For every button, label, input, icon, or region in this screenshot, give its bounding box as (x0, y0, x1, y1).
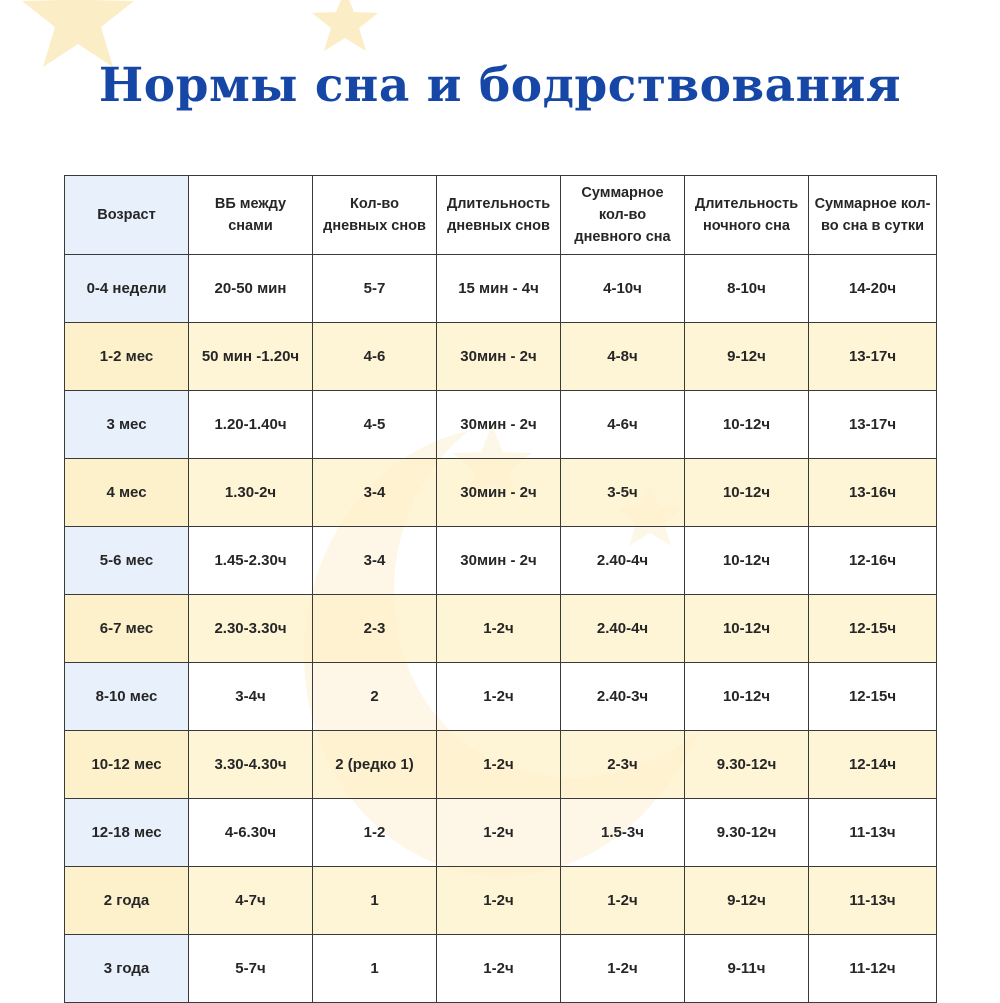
header-total-daily-sleep: Суммарное кол-во сна в сутки (809, 176, 937, 255)
cell-total-day-sleep: 2.40-3ч (561, 663, 685, 731)
cell-wake-window: 4-6.30ч (189, 799, 313, 867)
cell-total-day-sleep: 1-2ч (561, 867, 685, 935)
cell-nap-duration: 30мин - 2ч (437, 459, 561, 527)
cell-nap-count: 1-2 (313, 799, 437, 867)
cell-total-day-sleep: 1.5-3ч (561, 799, 685, 867)
cell-night-sleep: 9-12ч (685, 867, 809, 935)
table-row (65, 255, 937, 323)
header-wake-window: ВБ между снами (189, 176, 313, 255)
table-row (65, 867, 937, 935)
cell-nap-count: 2-3 (313, 595, 437, 663)
cell-night-sleep: 8-10ч (685, 255, 809, 323)
cell-age: 1-2 мес (65, 323, 189, 391)
cell-nap-count: 4-5 (313, 391, 437, 459)
cell-wake-window: 5-7ч (189, 935, 313, 1003)
table-body (65, 255, 937, 1003)
cell-total-day-sleep: 4-10ч (561, 255, 685, 323)
cell-night-sleep: 9-12ч (685, 323, 809, 391)
header-total-day-sleep: Суммарное кол-во дневного сна (561, 176, 685, 255)
cell-nap-duration: 1-2ч (437, 935, 561, 1003)
table-row (65, 459, 937, 527)
cell-total-day-sleep: 4-8ч (561, 323, 685, 391)
cell-age: 0-4 недели (65, 255, 189, 323)
cell-nap-duration: 1-2ч (437, 595, 561, 663)
cell-nap-count: 2 (редко 1) (313, 731, 437, 799)
cell-wake-window: 3.30-4.30ч (189, 731, 313, 799)
cell-nap-duration: 1-2ч (437, 867, 561, 935)
table-row (65, 935, 937, 1003)
table-row (65, 799, 937, 867)
cell-age: 2 года (65, 867, 189, 935)
header-night-sleep: Длительность ночного сна (685, 176, 809, 255)
cell-wake-window: 4-7ч (189, 867, 313, 935)
cell-night-sleep: 10-12ч (685, 663, 809, 731)
sleep-norms-table (64, 175, 937, 1003)
table-row (65, 595, 937, 663)
cell-nap-count: 3-4 (313, 527, 437, 595)
cell-age: 12-18 мес (65, 799, 189, 867)
cell-nap-duration: 1-2ч (437, 731, 561, 799)
cell-nap-count: 3-4 (313, 459, 437, 527)
cell-nap-duration: 30мин - 2ч (437, 527, 561, 595)
cell-age: 5-6 мес (65, 527, 189, 595)
cell-age: 6-7 мес (65, 595, 189, 663)
table-row (65, 527, 937, 595)
cell-total-day-sleep: 2.40-4ч (561, 527, 685, 595)
cell-night-sleep: 10-12ч (685, 391, 809, 459)
header-nap-count: Кол-во дневных снов (313, 176, 437, 255)
cell-wake-window: 20-50 мин (189, 255, 313, 323)
cell-total-daily-sleep: 13-17ч (809, 323, 937, 391)
cell-nap-count: 4-6 (313, 323, 437, 391)
cell-total-day-sleep: 2.40-4ч (561, 595, 685, 663)
cell-nap-duration: 15 мин - 4ч (437, 255, 561, 323)
cell-night-sleep: 9.30-12ч (685, 731, 809, 799)
cell-nap-count: 1 (313, 867, 437, 935)
cell-wake-window: 50 мин -1.20ч (189, 323, 313, 391)
cell-total-daily-sleep: 13-16ч (809, 459, 937, 527)
cell-wake-window: 1.20-1.40ч (189, 391, 313, 459)
cell-night-sleep: 9-11ч (685, 935, 809, 1003)
table-row (65, 323, 937, 391)
table-row (65, 731, 937, 799)
cell-age: 3 года (65, 935, 189, 1003)
cell-total-daily-sleep: 13-17ч (809, 391, 937, 459)
table-header-row (65, 176, 937, 255)
cell-total-daily-sleep: 12-15ч (809, 595, 937, 663)
cell-total-daily-sleep: 14-20ч (809, 255, 937, 323)
cell-nap-duration: 30мин - 2ч (437, 391, 561, 459)
cell-total-daily-sleep: 11-12ч (809, 935, 937, 1003)
cell-total-daily-sleep: 11-13ч (809, 867, 937, 935)
page-title: Нормы сна и бодрствования (98, 58, 902, 113)
cell-night-sleep: 10-12ч (685, 527, 809, 595)
cell-wake-window: 1.30-2ч (189, 459, 313, 527)
cell-age: 8-10 мес (65, 663, 189, 731)
cell-night-sleep: 10-12ч (685, 595, 809, 663)
header-nap-duration: Длительность дневных снов (437, 176, 561, 255)
cell-nap-duration: 1-2ч (437, 799, 561, 867)
table-row (65, 663, 937, 731)
table-row (65, 391, 937, 459)
cell-age: 10-12 мес (65, 731, 189, 799)
cell-total-day-sleep: 3-5ч (561, 459, 685, 527)
cell-total-day-sleep: 4-6ч (561, 391, 685, 459)
cell-total-daily-sleep: 12-15ч (809, 663, 937, 731)
cell-nap-duration: 30мин - 2ч (437, 323, 561, 391)
cell-wake-window: 2.30-3.30ч (189, 595, 313, 663)
cell-age: 3 мес (65, 391, 189, 459)
cell-wake-window: 3-4ч (189, 663, 313, 731)
star-icon (22, 0, 134, 67)
cell-wake-window: 1.45-2.30ч (189, 527, 313, 595)
cell-total-daily-sleep: 12-16ч (809, 527, 937, 595)
cell-night-sleep: 9.30-12ч (685, 799, 809, 867)
cell-age: 4 мес (65, 459, 189, 527)
cell-total-daily-sleep: 11-13ч (809, 799, 937, 867)
cell-total-day-sleep: 1-2ч (561, 935, 685, 1003)
cell-nap-count: 2 (313, 663, 437, 731)
cell-night-sleep: 10-12ч (685, 459, 809, 527)
cell-nap-count: 1 (313, 935, 437, 1003)
cell-nap-count: 5-7 (313, 255, 437, 323)
cell-nap-duration: 1-2ч (437, 663, 561, 731)
cell-total-daily-sleep: 12-14ч (809, 731, 937, 799)
header-age: Возраст (65, 176, 189, 255)
star-icon (312, 0, 378, 51)
cell-total-day-sleep: 2-3ч (561, 731, 685, 799)
